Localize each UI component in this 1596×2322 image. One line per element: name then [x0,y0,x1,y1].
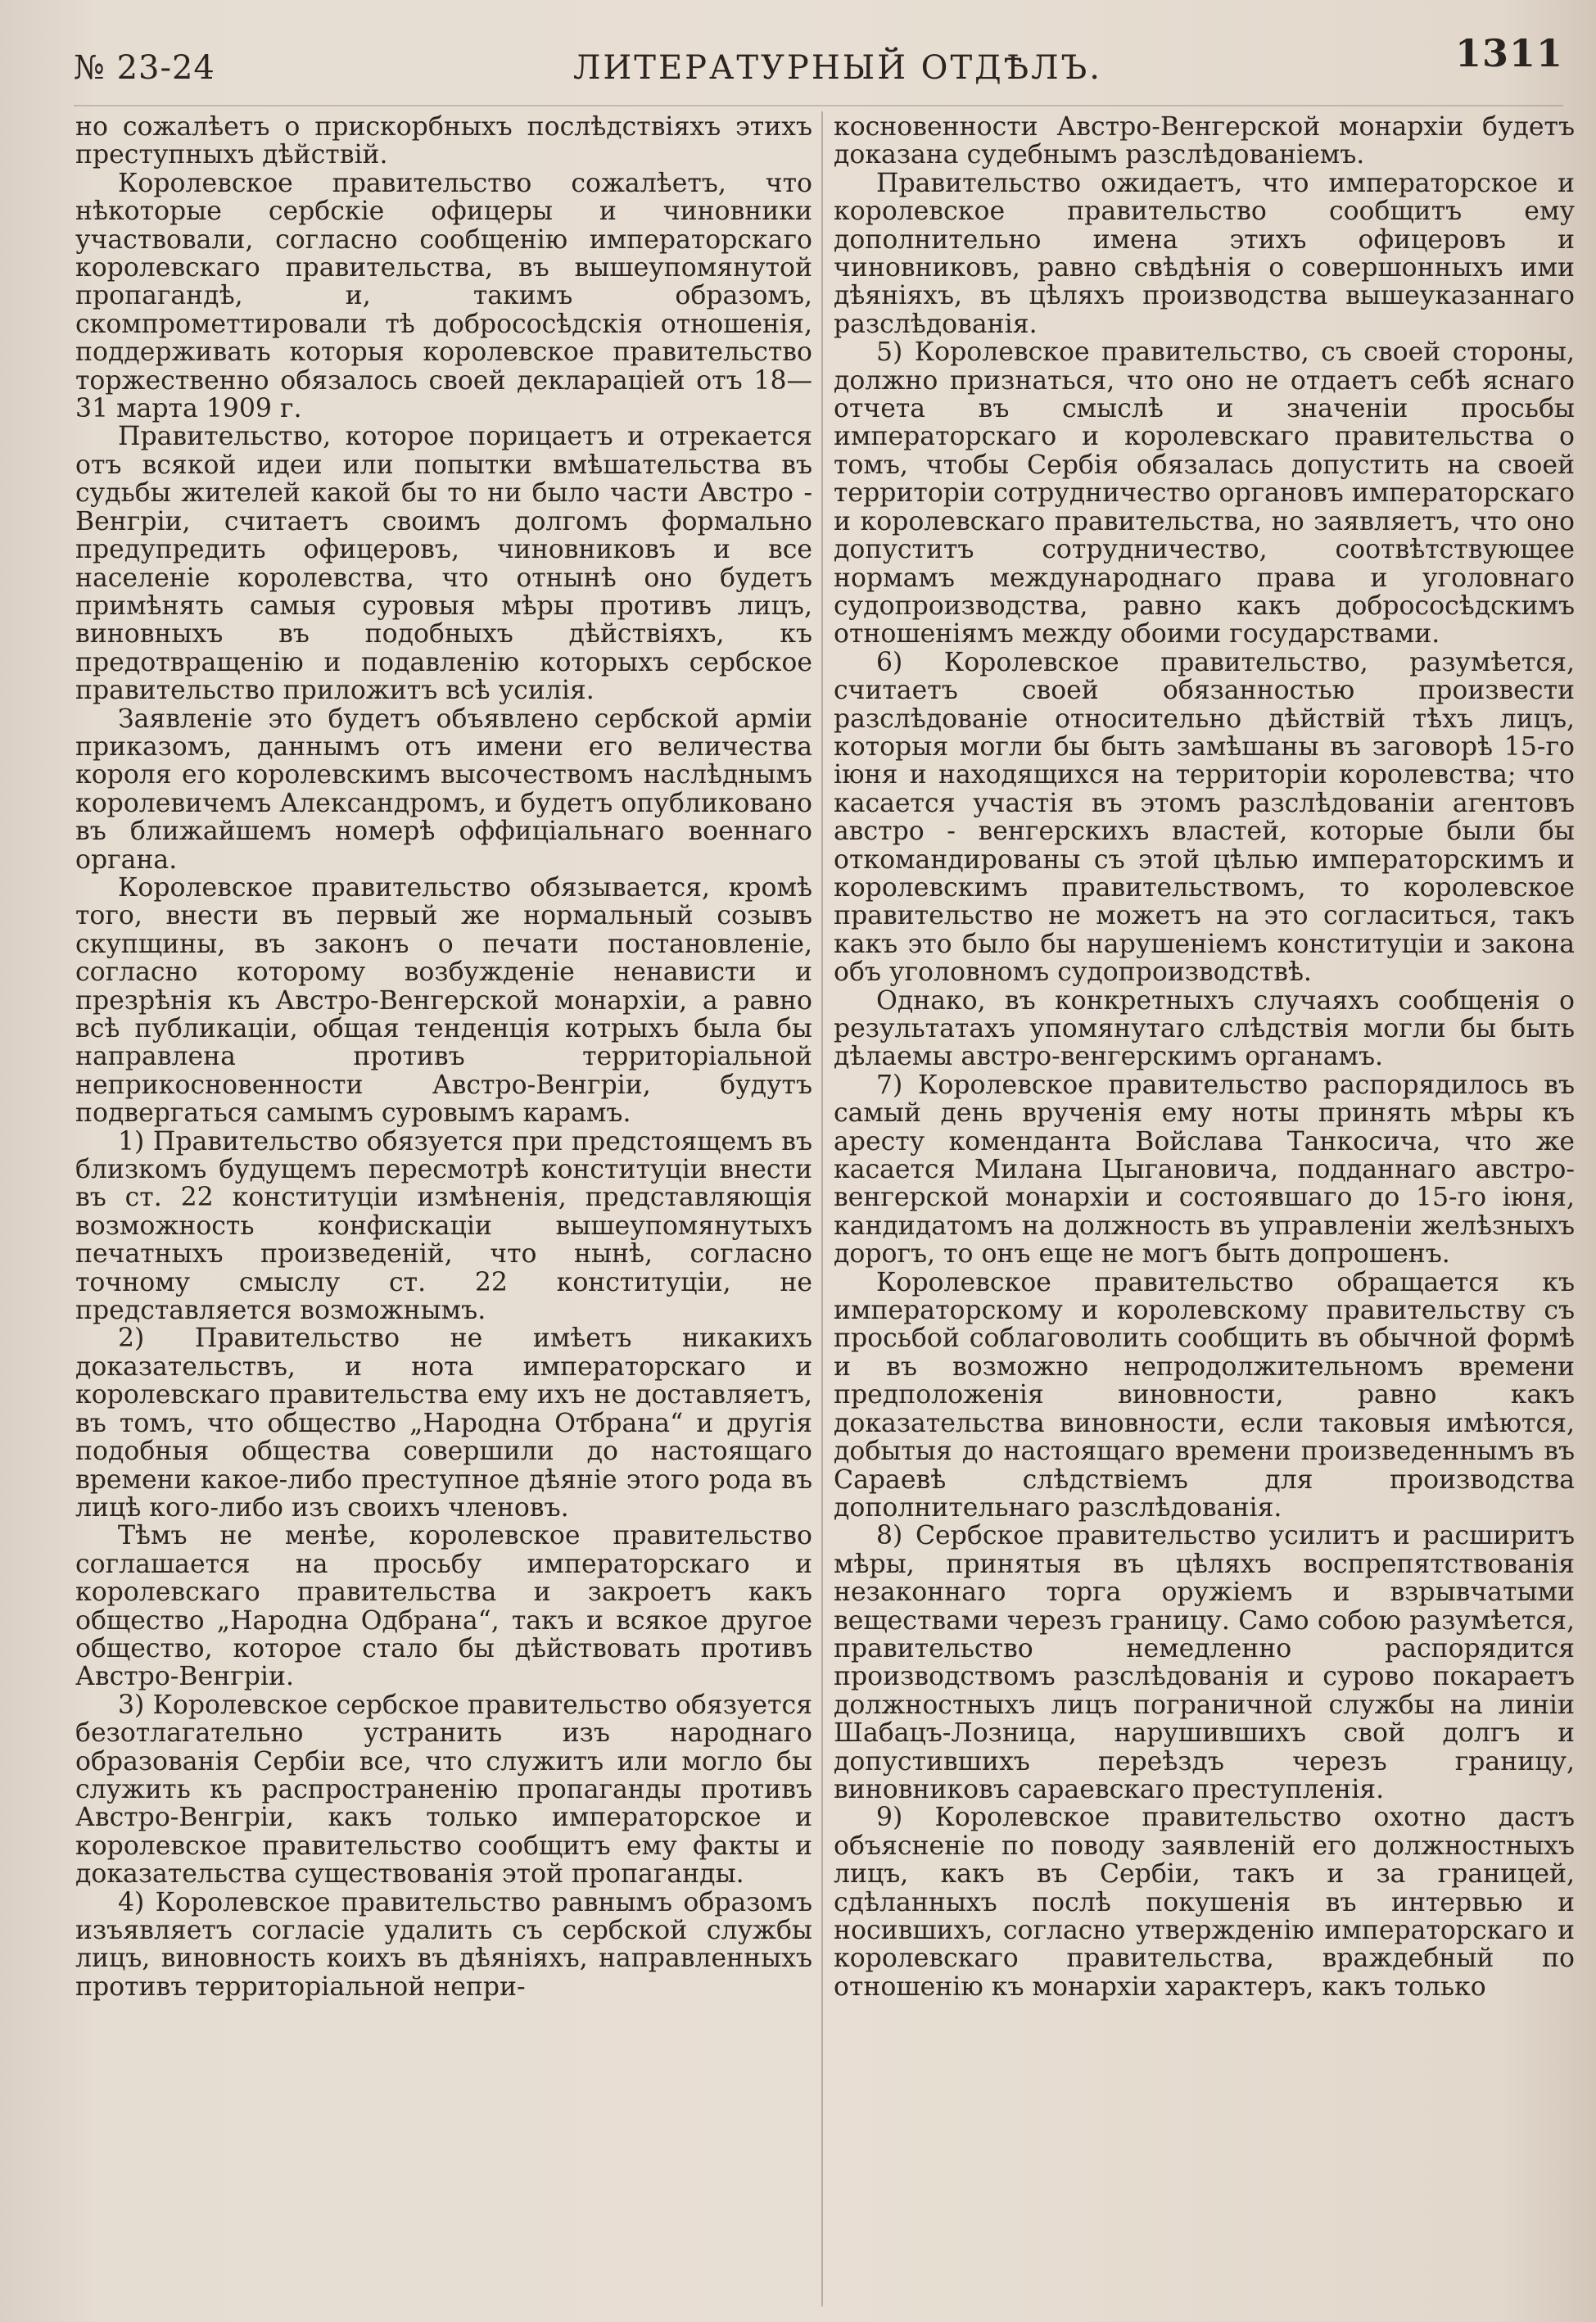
paragraph: 1) Правительство обязуется при предстоящемъ въ близкомъ будущемъ пересмотрѣ конституціи внести въ ст. 22 конституціи измѣненія, представляющія возможность конфискаціи вышеупомянутыхъ печатныхъ произведеній, что нынѣ, согласно точному смыслу ст. 22 конституціи, не представляется возможнымъ. [75,1126,812,1326]
paragraph: Тѣмъ не менѣе, королевское правительство соглашается на просьбу императорскаго и королевскаго правительства и закроетъ какъ общество „Народна Одбрана“, такъ и всякое другое общество, которое стало бы дѣйствовать противъ Австро-Венгріи. [75,1521,812,1692]
paragraph: Правительство ожидаетъ, что императорское и королевское правительство сообщитъ ему дополнительно имена этихъ офицеровъ и чиновниковъ, равно свѣдѣнія о совершонныхъ ими дѣяніяхъ, въ цѣляхъ производства вышеуказаннаго разслѣдованія. [834,168,1575,339]
paragraph: косновенности Австро-Венгерской монархіи будетъ доказана судебнымъ разслѣдованіемъ. [834,113,1575,170]
left-column [75,113,812,2308]
paragraph: Королевское правительство обращается къ императорскому и королевскому правительству съ просьбой соблаговолить сообщить въ обычной формѣ и въ возможно непродолжительномъ времени предположенія виновности, равно какъ доказательства виновности, если таковыя имѣются, добытыя до настоящаго времени произведеннымъ въ Сараевѣ слѣдствіемъ для производства дополнительнаго разслѣдованія. [834,1267,1575,1523]
paragraph: 5) Королевское правительство, съ своей стороны, должно признаться, что оно не отдаетъ себѣ яснаго отчета въ смыслѣ и значеніи просьбы императорскаго и королевскаго правительства о томъ, чтобы Сербія обязалась допустить на своей территоріи сотрудничество органовъ императорскаго и королевскаго правительства, но заявляетъ, что оно допуститъ сотрудничество, соотвѣтствующее нормамъ международнаго права и уголовнаго судопроизводства, равно какъ добрососѣдскимъ отношеніямъ между обоими государствами. [834,337,1575,650]
section-title: ЛИТЕРАТУРНЫЙ ОТДѢЛЪ. [573,49,1103,87]
page-header [74,31,1563,105]
paragraph: Королевское правительство сожалѣетъ, что нѣкоторые сербскіе офицеры и чиновники участвовали, согласно сообщенію императорскаго королевскаго правительства, въ вышеупомянутой пропагандѣ, и, такимъ образомъ, скомпрометтировали тѣ добрососѣдскія отношенія, поддерживать которыя королевское правительство торжественно обязалось своей декларацiей отъ 18—31 марта 1909 г. [75,168,812,424]
paragraph: 8) Сербское правительство усилитъ и расширитъ мѣры, принятыя въ цѣляхъ воспрепятствованія незаконнаго торга оружіемъ и взрывчатыми веществами черезъ границу. Само собою разумѣется, правительство немедленно распорядится производствомъ разслѣдованія и сурово покараетъ должностныхъ лицъ пограничной службы на линіи Шабацъ-Лозница, нарушившихъ свой долгъ и допустившихъ переѣздъ черезъ границу, виновниковъ сараевскаго преступленія. [834,1521,1575,1804]
paragraph: Правительство, которое порицаетъ и отрекается отъ всякой идеи или попытки вмѣшательства въ судьбы жителей какой бы то ни было части Австро - Венгріи, считаетъ своимъ долгомъ формально предупредить офицеровъ, чиновниковъ и все населеніе королевства, что отнынѣ оно будетъ примѣнять самыя суровыя мѣры противъ лицъ, виновныхъ въ подобныхъ дѣйствіяхъ, къ предотвращенію и подавленію которыхъ сербское правительство приложитъ всѣ усилія. [75,422,812,706]
page-number: 1311 [1454,31,1563,75]
right-column [834,113,1575,2308]
paragraph: 9) Королевское правительство охотно дастъ объясненіе по поводу заявленій его должностныхъ лицъ, какъ въ Сербіи, такъ и за границей, сдѣланныхъ послѣ покушенія въ интервью и носившихъ, согласно утвержденію императорскаго и королевскаго правительства, враждебный по отношенію къ монархіи характеръ, какъ только [834,1803,1575,2002]
issue-number: № 23-24 [74,49,215,87]
paragraph: 3) Королевское сербское правительство обязуется безотлагательно устранить изъ народнаго образованія Сербіи все, что служитъ или могло бы служить къ распространенію пропаганды противъ Австро-Венгріи, какъ только императорское и королевское правительство сообщитъ ему факты и доказательства существованія этой пропаганды. [75,1690,812,1890]
column-divider [821,111,823,2306]
paragraph: 7) Королевское правительство распорядилось въ самый день врученія ему ноты принять мѣры къ аресту коменданта Войслава Танкосича, что же касается Милана Цыгановича, подданнаго австро-венгерской монархіи и состоявшаго до 15-го іюня, кандидатомъ на должность въ управленіи желѣзныхъ дорогъ, то онъ еще не могъ быть допрошенъ. [834,1070,1575,1270]
paragraph: 2) Правительство не имѣетъ никакихъ доказательствъ, и нота императорскаго и королевскаго правительства ему ихъ не доставляетъ, въ томъ, что общество „Народна Отбрана“ и другія подобныя общества совершили до настоящаго времени какое-либо преступное дѣяніе этого рода въ лицѣ кого-либо изъ своихъ членовъ. [75,1324,812,1523]
paragraph: 4) Королевское правительство равнымъ образомъ изъявляетъ согласіе удалить съ сербской службы лицъ, виновность коихъ въ дѣяніяхъ, направленныхъ противъ территоріальной непри- [75,1887,812,2002]
paragraph: 6) Королевское правительство, разумѣется, считаетъ своей обязанностью произвести разслѣдованіе относительно дѣйствій тѣхъ лицъ, которыя могли бы быть замѣшаны въ заговорѣ 15-го іюня и находящихся на территоріи королевства; что касается участія въ этомъ разслѣдованіи агентовъ австро - венгерскихъ властей, которые были бы откомандированы съ этой цѣлью императорскимъ и королевскимъ правительствомъ, то королевское правительство не можетъ на это согласиться, такъ какъ это было бы нарушеніемъ конституціи и закона объ уголовномъ судопроизводствѣ. [834,647,1575,988]
paragraph: Заявленіе это будетъ объявлено сербской арміи приказомъ, даннымъ отъ имени его величества короля его королевскимъ высочествомъ наслѣднымъ королевичемъ Александромъ, и будетъ опубликовано въ ближайшемъ номерѣ оффиціальнаго военнаго органа. [75,704,812,875]
paragraph: Однако, въ конкретныхъ случаяхъ сообщенія о результатахъ упомянутаго слѣдствія могли бы быть дѣлаемы австро-венгерскимъ органамъ. [834,985,1575,1072]
paragraph: Королевское правительство обязывается, кромѣ того, внести въ первый же нормальный созывъ скупщины, въ законъ о печати постановленіе, согласно которому возбужденіе ненависти и презрѣнія къ Австро-Венгерской монархіи, а равно всѣ публикаціи, общая тенденція котрыхъ была бы направлена противъ территоріальной неприкосновенности Австро-Венгріи, будутъ подвергаться самымъ суровымъ карамъ. [75,872,812,1129]
paragraph: но сожалѣетъ о прискорбныхъ послѣдствіяхъ этихъ преступныхъ дѣйствій. [75,113,812,170]
header-divider [74,105,1563,106]
